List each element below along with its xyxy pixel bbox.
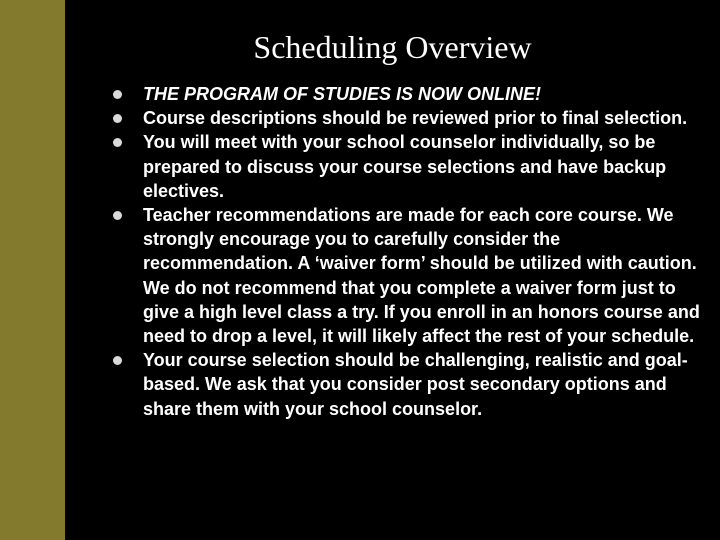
slide-title: Scheduling Overview	[253, 29, 532, 65]
round-bullet-icon	[113, 211, 122, 220]
bullet-list	[113, 82, 713, 421]
bullet-text: Your course selection should be challenging, realistic and goal-based. We ask that you consider post secondary options and share them with your school counselor.	[143, 350, 688, 419]
bullet-text: Course descriptions should be reviewed prior to final selection.	[143, 108, 688, 129]
round-bullet-icon	[113, 114, 122, 123]
bullet-text: THE PROGRAM OF STUDIES IS NOW ONLINE!	[143, 84, 542, 104]
bullet-text: Teacher recommendations are made for each core course. We strongly encourage you to carefully consider the recommendation. A ‘waiver form’ should be utilized with caution. We do not recommend that you complete a waiver form just to give a high level class a try. If you enroll in an honors course and need to drop a level, it will likely affect the rest of your schedule.	[143, 205, 700, 347]
round-bullet-icon	[113, 356, 122, 365]
bullet-item	[113, 82, 713, 106]
round-bullet-icon	[113, 138, 122, 147]
bullet-item	[113, 130, 713, 203]
bullet-text: You will meet with your school counselor individually, so be prepared to discuss your course selections and have backup electives.	[143, 132, 667, 201]
bullet-item	[113, 106, 713, 130]
round-bullet-icon	[113, 90, 122, 99]
left-sidebar-stripe	[0, 0, 65, 540]
bullet-item	[113, 348, 713, 421]
bullet-item	[113, 203, 713, 348]
